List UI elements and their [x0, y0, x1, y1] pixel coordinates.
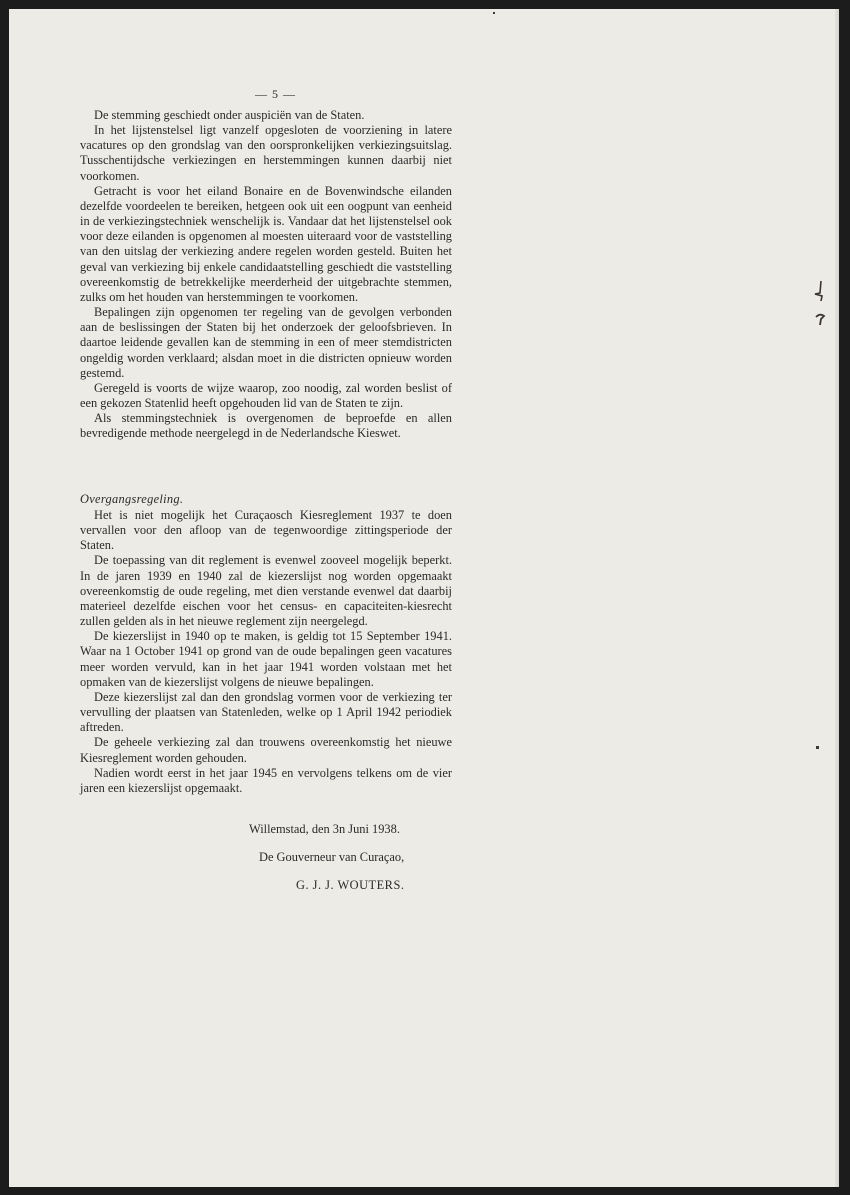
ink-speck: [493, 12, 495, 14]
signature-place-date: Willemstad, den 3n Juni 1938.: [249, 822, 400, 836]
paragraph: Nadien wordt eerst in het jaar 1945 en vervolgens telkens om de vier jaren een kiezerslijst opgemaakt.: [80, 765, 452, 795]
page-edge: [835, 9, 839, 1187]
staple-mark-icon: [809, 279, 829, 329]
paragraph: Geregeld is voorts de wijze waarop, zoo noodig, zal worden beslist of een gekozen Statenlid heeft opgehouden lid van de Staten te zijn.: [80, 380, 452, 410]
ink-speck: [816, 746, 819, 749]
paragraph: De geheele verkiezing zal dan trouwens overeenkomstig het nieuwe Kiesreglement worden gehouden.: [80, 735, 452, 765]
paragraph: Getracht is voor het eiland Bonaire en de Bovenwindsche eilanden dezelfde voordeelen te bereiken, hetgeen ook uit een oogpunt van eenheid in de verkiezingstechniek wenschelijk is. Vandaar dat het lijstenstelsel ook voor deze eilanden is opgenomen al moesten uiteraard voor de vaststelling van den uitslag der verkiezing andere regelen worden gesteld. Buiten het geval van verkiezing bij enkele candidaatstelling geschiedt die vaststelling overeenkomstig de betrekkelijke meerderheid der uitgebrachte stemmen, zulks om het houden van herstemmingen te voorkomen.: [80, 183, 452, 304]
paragraph: Het is niet mogelijk het Curaçaosch Kiesreglement 1937 te doen vervallen voor den afloop van de tegenwoordige zittingsperiode der Staten.: [80, 508, 452, 553]
paragraph: Bepalingen zijn opgenomen ter regeling van de gevolgen verbonden aan de beslissingen der Staten bij het onderzoek der geloofsbrieven. In daartoe leidende gevallen kan de stemming in een of meer stemdistricten ongeldig worden verklaard; alsdan moet in die districten opnieuw worden gestemd.: [80, 305, 452, 380]
paragraph: De kiezerslijst in 1940 op te maken, is geldig tot 15 September 1941. Waar na 1 October 1941 op grond van de oude bepalingen geen vacatures meer worden vervuld, kan in het jaar 1941 worden volstaan met het opmaken van de kiezerslijst volgens de nieuwe bepalingen.: [80, 629, 452, 689]
paragraph: De toepassing van dit reglement is evenwel zooveel mogelijk beperkt. In de jaren 1939 en 1940 zal de kiezerslijst nog worden opgemaakt overeenkomstig de oude regeling, met dien verstande evenwel dat daarbij materieel dezelfde eischen voor het census- en capaciteiten-kiesrecht zullen gelden als in het nieuwe reglement zijn neergelegd.: [80, 553, 452, 629]
paragraph: De stemming geschiedt onder auspiciën van de Staten.: [94, 108, 365, 122]
document-page: [9, 9, 839, 1187]
paragraph: Als stemmingstechniek is overgenomen de beproefde en allen bevredigende methode neergelegd in de Nederlandsche Kieswet.: [80, 411, 452, 441]
signature-name: G. J. J. WOUTERS.: [296, 878, 405, 892]
paragraph: Deze kiezerslijst zal dan den grondslag vormen voor de verkiezing ter vervulling der plaatsen van Statenleden, welke op 1 April 1942 periodiek aftreden.: [80, 689, 452, 735]
page-number: — 5 —: [255, 87, 296, 101]
signature-title: De Gouverneur van Curaçao,: [259, 850, 405, 864]
section-text: [80, 508, 452, 796]
section-heading: Overgangsregeling.: [80, 492, 184, 506]
body-text: [80, 108, 452, 441]
paragraph: In het lijstenstelsel ligt vanzelf opgesloten de voorziening in latere vacatures op den grondslag van den oorspronkelijken verkiezingsuitslag. Tusschentijdsche verkiezingen en herstemmingen kunnen daarbij niet voorkomen.: [80, 123, 452, 183]
